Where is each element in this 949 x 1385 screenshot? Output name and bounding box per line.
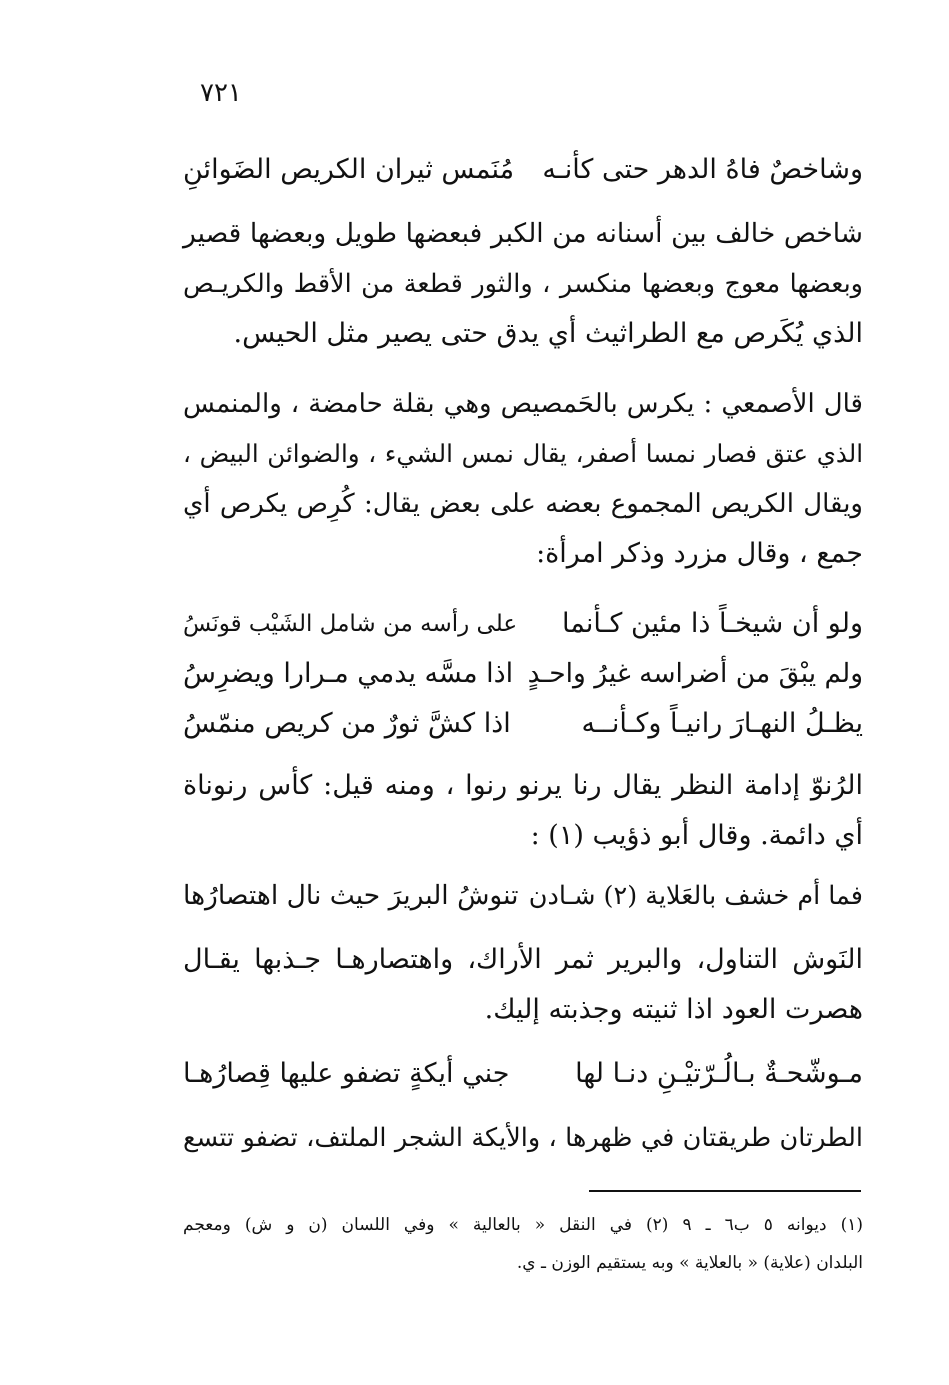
verse-line bbox=[183, 602, 863, 646]
verse-first-hemistich: ولو أن شيخـاً ذا مئين كـأنما bbox=[562, 608, 863, 639]
verse-second-hemistich: على رأسه من شامل الشَيْب قونَسُ bbox=[183, 611, 518, 637]
verse-line bbox=[183, 702, 863, 746]
paragraph-line: النَوش التناول، والبرير ثمر الأراك، واهتصارهـا جـذبها يقـال bbox=[183, 944, 863, 975]
verse-line bbox=[183, 874, 863, 918]
verse-second-hemistich: تنوشُ البريرَ حيث نال اهتصارُها bbox=[183, 880, 519, 911]
verse-second-hemistich: مُنَمس ثيران الكريص الضَوائنِ bbox=[183, 154, 515, 185]
verse-line bbox=[183, 148, 863, 192]
paragraph-line: الطرتان طريقتان في ظهرها ، والأيكة الشجر الملتف، تضفو تتسع bbox=[183, 1123, 863, 1153]
verse-first-hemistich: مـوشّحـةٌ بـالُـرّتيْـنِ دنـا لها bbox=[575, 1058, 863, 1089]
verse-second-hemistich: اذا مسَّه يدمي مـرارا ويضرِسُ bbox=[183, 658, 514, 689]
paragraph-line: الذي يُكَرص مع الطراثيث أي يدق حتى يصير مثل الحيس. bbox=[233, 318, 863, 349]
paragraph-line: الذي عتق فصار نمسا أصفر، يقال نمس الشيء ، والضوائن البيض ، bbox=[183, 439, 863, 468]
verse-line bbox=[183, 1052, 863, 1096]
footnote-line: (١) ديوانه ٥ ب٦ ـ ٩ (٢) في النقل « بالعالية » وفي اللسان (ن و ش) ومعجم bbox=[183, 1215, 863, 1235]
verse-second-hemistich: اذا كشَّ ثورٌ من كريص منمّسُ bbox=[183, 708, 511, 739]
paragraph-line: جمع ، وقال مزرد وذكر امرأة: bbox=[536, 538, 863, 569]
verse-second-hemistich: جني أيكةٍ تضفو عليها قِصارُهـا bbox=[183, 1058, 510, 1089]
footnote-line: البلدان (علاية) « بالعلاية » وبه يستقيم الوزن ـ ي. bbox=[516, 1253, 863, 1273]
page-number: ٧٢١ bbox=[200, 78, 242, 108]
paragraph-line: هصرت العود اذا ثنيته وجذبته إليك. bbox=[484, 994, 863, 1025]
paragraph-line: قال الأصمعي : يكرس بالحَمصيص وهي بقلة حامضة ، والمنمس bbox=[183, 389, 863, 419]
paragraph-line: ويقال الكريص المجموع بعضه على بعض يقال: كُرِص يكرص أي bbox=[183, 489, 863, 519]
paragraph-line: أي دائمة. وقال أبو ذؤيب (١) : bbox=[530, 820, 863, 851]
verse-first-hemistich: فما أم خشف بالعَلاية (٢) شـادن bbox=[528, 881, 863, 911]
verse-first-hemistich: وشاخصٌ فاهُ الدهر حتى كأنـه bbox=[542, 154, 863, 185]
verse-first-hemistich: يظـلُ النهـارَ رانيـاً وكـأنــه bbox=[581, 708, 863, 739]
paragraph-line: الرُنوّ إدامة النظر يقال رنا يرنو رنوا ، ومنه قيل: كأس رنوناة bbox=[183, 770, 863, 801]
paragraph-line: وبعضها معوج وبعضها منكسر ، والثور قطعة من الأقط والكريـص bbox=[183, 269, 863, 299]
verse-line bbox=[183, 652, 863, 696]
footnote-divider bbox=[589, 1190, 861, 1192]
verse-first-hemistich: ولم يبْقَ من أضراسه غيرُ واحـدٍ bbox=[527, 658, 863, 689]
paragraph-line: شاخص خالف بين أسنانه من الكبر فبعضها طويل وبعضها قصير bbox=[183, 218, 863, 249]
